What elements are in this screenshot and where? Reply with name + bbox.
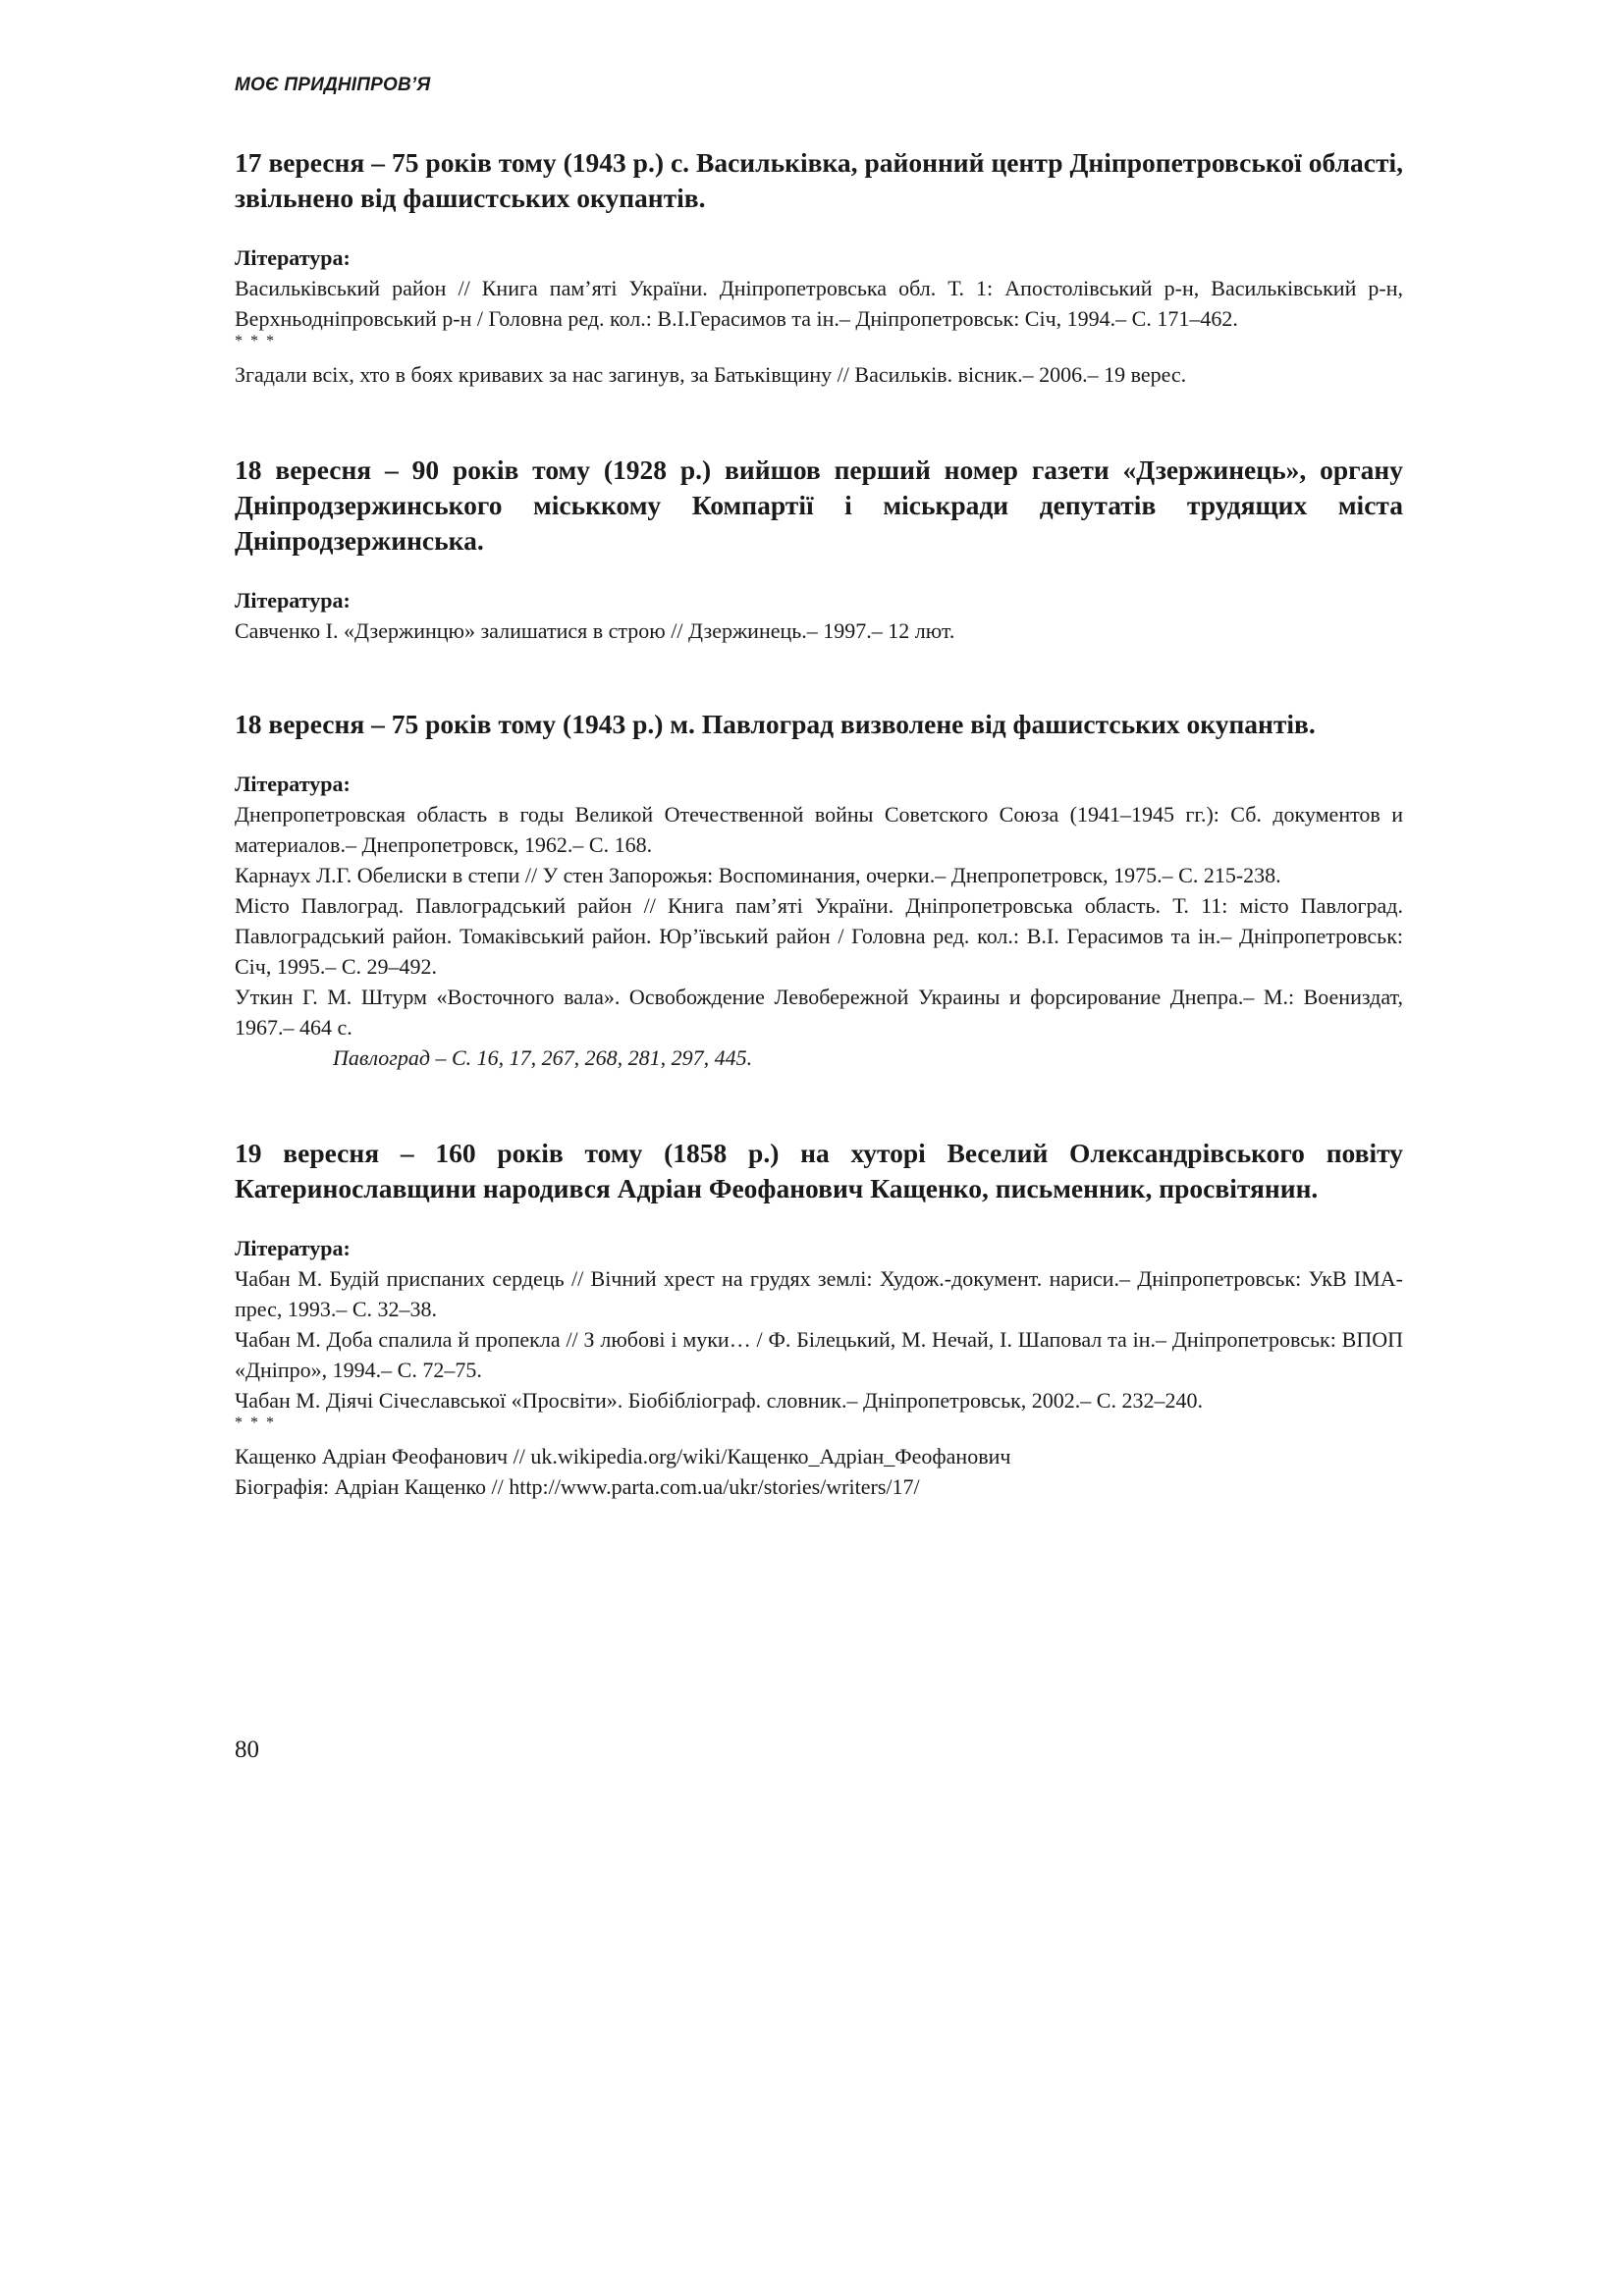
reference-item: Чабан М. Будій приспаних сердець // Вічний хрест на грудях землі: Худож.-документ. нариси.– Дніпропетровськ: УкВ ІМА-прес, 1993.– С. 32–38. (235, 1266, 1403, 1321)
entry-heading: 19 вересня – 160 років тому (1858 р.) на хуторі Веселий Олександрівського повіту Катеринославщини народився Адріан Феофанович Кащенко, письменник, просвітянин. (235, 1138, 1403, 1203)
section-separator: * * * (235, 1415, 276, 1431)
entry-heading: 17 вересня – 75 років тому (1943 р.) с. Васильківка, районний центр Дніпропетровської області, звільнено від фашистських окупантів. (235, 147, 1403, 213)
literature-label: Література: (235, 245, 351, 270)
web-reference-item: Кащенко Адріан Феофанович // uk.wikipedia.org/wiki/Кащенко_Адріан_Феофанович (235, 1444, 1011, 1468)
reference-item: Савченко І. «Дзержинцю» залишатися в строю // Дзержинець.– 1997.– 12 лют. (235, 618, 955, 643)
reference-item: Уткин Г. М. Штурм «Восточного вала». Освобождение Левобережной Украины и форсирование Днепра.– М.: Воениздат, 1967.– 464 с. (235, 985, 1403, 1040)
reference-item: Карнаух Л.Г. Обелиски в степи // У стен Запорожья: Воспоминания, очерки.– Днепропетровск, 1975.– С. 215-238. (235, 863, 1281, 887)
reference-item: Згадали всіх, хто в боях кривавих за нас загинув, за Батьківщину // Васильків. вісник.– 2006.– 19 верес. (235, 362, 1187, 387)
reference-item: Чабан М. Доба спалила й пропекла // З любові і муки… / Ф. Білецький, М. Нечай, І. Шаповал та ін.– Дніпропетровськ: ВПОП «Дніпро», 1994.– С. 72–75. (235, 1327, 1403, 1382)
literature-label: Література: (235, 772, 351, 796)
page-number: 80 (235, 1736, 259, 1763)
literature-label: Література: (235, 588, 351, 613)
entry-vasylkivka (235, 145, 1403, 390)
reference-item: Васильківський район // Книга пам’яті України. Дніпропетровська обл. Т. 1: Апостолівський р-н, Васильківський р-н, Верхньодніпровський р-н / Головна ред. кол.: В.І.Герасимов та ін.– Дніпропетровськ: Січ, 1994.– С. 171–462. (235, 276, 1403, 331)
literature-label: Література: (235, 1236, 351, 1260)
entry-heading: 18 вересня – 75 років тому (1943 р.) м. Павлоград визволене від фашистських окупантів. (235, 709, 1316, 739)
entry-kashchenko (235, 1136, 1403, 1502)
reference-item: Чабан М. Діячі Січеславської «Просвіти». Біобібліограф. словник.– Дніпропетровськ, 2002.– С. 232–240. (235, 1388, 1203, 1413)
entry-pavlohrad (235, 707, 1403, 1073)
entry-dzerzhynets (235, 453, 1403, 646)
running-head: МОЄ ПРИДНІПРОВ’Я (235, 75, 431, 95)
reference-item: Місто Павлоград. Павлоградський район // Книга пам’яті України. Дніпропетровська область. Т. 11: місто Павлоград. Павлоградський район. Томаківський район. Юр’ївський район / Головна ред. кол.: В.І. Герасимов та ін.– Дніпропетровськ: Січ, 1995.– С. 29–492. (235, 893, 1403, 979)
reference-subitem: Павлоград – С. 16, 17, 267, 268, 281, 297, 445. (333, 1045, 753, 1070)
entry-heading: 18 вересня – 90 років тому (1928 р.) вийшов перший номер газети «Дзержинець», органу Дніпродзержинського міськкому Компартії і міськради депутатів трудящих міста Дніпродзержинська. (235, 454, 1403, 556)
section-separator: * * * (235, 333, 276, 349)
reference-item: Днепропетровская область в годы Великой Отечественной войны Советского Союза (1941–1945 гг.): Сб. документов и материалов.– Днепропетровск, 1962.– С. 168. (235, 802, 1403, 857)
page-content (235, 145, 1403, 1502)
web-reference-item: Біографія: Адріан Кащенко // http://www.parta.com.ua/ukr/stories/writers/17/ (235, 1474, 920, 1499)
